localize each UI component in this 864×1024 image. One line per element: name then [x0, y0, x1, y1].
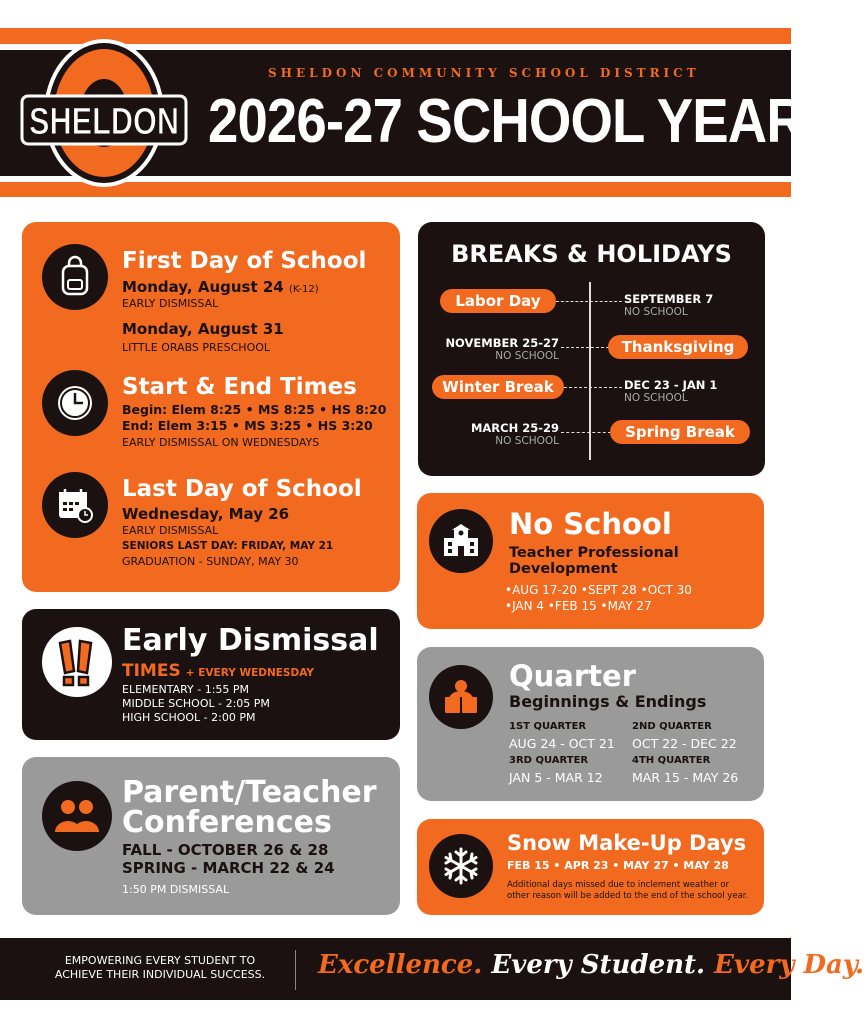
times-note: EARLY DISMISSAL ON WEDNESDAYS: [122, 436, 320, 449]
spring-break-label: Spring Break: [610, 420, 750, 444]
reader-icon: [429, 665, 493, 729]
school-building-icon: [429, 509, 493, 573]
conferences-card: [22, 757, 400, 915]
labor-day-date: SEPTEMBER 7: [624, 292, 714, 306]
preschool-first-day-date: Monday, August 31: [122, 320, 284, 338]
begin-times: Begin: Elem 8:25 • MS 8:25 • HS 8:20: [122, 402, 387, 417]
middle-school-dismissal: MIDDLE SCHOOL - 2:05 PM: [122, 697, 270, 710]
clock-icon: [42, 370, 108, 436]
svg-text:SHELDON: SHELDON: [29, 101, 179, 143]
last-day-title: Last Day of School: [122, 476, 362, 502]
footer-divider: [295, 950, 296, 990]
elementary-dismissal: ELEMENTARY - 1:55 PM: [122, 683, 250, 696]
district-name: SHELDON COMMUNITY SCHOOL DISTRICT: [268, 66, 700, 80]
spring-break-date: MARCH 25-29: [470, 421, 559, 435]
q2-dates: OCT 22 - DEC 22: [632, 736, 737, 751]
q1-dates: AUG 24 - OCT 21: [509, 736, 615, 751]
no-school-card: [417, 493, 764, 629]
sheldon-logo: [20, 34, 188, 192]
breaks-title: BREAKS & HOLIDAYS: [451, 240, 732, 268]
backpack-icon: [42, 244, 108, 310]
spring-break-sub: NO SCHOOL: [495, 435, 559, 447]
early-dismissal-title: Early Dismissal: [122, 623, 379, 658]
first-day-sub: EARLY DISMISSAL: [122, 297, 219, 310]
last-day-date: Wednesday, May 26: [122, 505, 290, 523]
spring-conferences: SPRING - MARCH 22 & 24: [122, 859, 335, 877]
fall-conferences: FALL - OCTOBER 26 & 28: [122, 841, 329, 859]
preschool-first-day-sub: LITTLE ORABS PRESCHOOL: [122, 341, 271, 354]
no-school-subtitle-2: Development: [509, 561, 618, 577]
conferences-title-2: Conferences: [122, 805, 332, 840]
exclamation-icon: [42, 627, 112, 697]
times-title: Start & End Times: [122, 374, 357, 400]
quarter-subtitle: Beginnings & Endings: [509, 692, 707, 711]
snow-title: Snow Make-Up Days: [507, 831, 747, 855]
winter-break-date: DEC 23 - JAN 1: [624, 378, 718, 392]
page-title: 2026-27 SCHOOL YEAR: [208, 87, 805, 156]
thanksgiving-date: NOVEMBER 25-27: [445, 336, 559, 350]
q4-dates: MAR 15 - MAY 26: [632, 770, 739, 785]
q3-label: 3RD QUARTER: [509, 755, 589, 766]
labor-day-label: Labor Day: [440, 289, 556, 313]
graduation-date: GRADUATION - SUNDAY, MAY 30: [122, 555, 299, 568]
first-day-title: First Day of School: [122, 248, 367, 274]
snow-note-1: Additional days missed due to inclement weather or: [507, 880, 730, 890]
winter-break-connector: [564, 387, 622, 388]
spring-break-connector: [561, 432, 611, 433]
quarter-card: [417, 647, 764, 801]
mission-statement: EMPOWERING EVERY STUDENT TO ACHIEVE THEIR INDIVIDUAL SUCCESS.: [54, 954, 266, 981]
q2-label: 2ND QUARTER: [632, 721, 712, 732]
thanksgiving-sub: NO SCHOOL: [495, 350, 559, 362]
snowflake-icon: [429, 834, 493, 898]
last-day-sub: EARLY DISMISSAL: [122, 524, 219, 537]
no-school-dates-1: •AUG 17-20 •SEPT 28 •OCT 30: [505, 583, 692, 597]
conferences-title-1: Parent/Teacher: [122, 775, 377, 810]
key-dates-card: [22, 222, 400, 592]
conferences-dismissal: 1:50 PM DISMISSAL: [122, 883, 230, 896]
breaks-holidays-card: [418, 222, 765, 476]
q1-label: 1ST QUARTER: [509, 721, 587, 732]
snow-make-up-card: [417, 819, 764, 915]
first-day-date: Monday, August 24 (K-12): [122, 278, 319, 296]
snow-note-2: other reason will be added to the end of the school year.: [507, 891, 749, 901]
q4-label: 4TH QUARTER: [632, 755, 711, 766]
calendar-icon: [42, 472, 108, 538]
early-dismissal-times-label: TIMES + EVERY WEDNESDAY: [122, 661, 314, 681]
winter-break-sub: NO SCHOOL: [624, 392, 688, 404]
quarter-title: Quarter: [509, 659, 637, 693]
no-school-subtitle-1: Teacher Professional: [509, 545, 679, 561]
no-school-dates-2: •JAN 4 •FEB 15 •MAY 27: [505, 599, 652, 613]
seniors-last-day: SENIORS LAST DAY: FRIDAY, MAY 21: [122, 540, 334, 552]
slogan: Excellence. Every Student. Every Day.: [318, 950, 864, 980]
labor-day-connector: [556, 301, 622, 302]
timeline-line: [589, 282, 591, 460]
no-school-title: No School: [509, 507, 672, 541]
high-school-dismissal: HIGH SCHOOL - 2:00 PM: [122, 711, 256, 724]
thanksgiving-connector: [561, 347, 609, 348]
early-dismissal-card: [22, 609, 400, 740]
q3-dates: JAN 5 - MAR 12: [509, 770, 603, 785]
people-icon: [42, 781, 112, 851]
thanksgiving-label: Thanksgiving: [608, 335, 748, 359]
winter-break-label: Winter Break: [432, 375, 564, 399]
snow-dates: FEB 15 • APR 23 • MAY 27 • MAY 28: [507, 859, 729, 872]
labor-day-sub: NO SCHOOL: [624, 306, 688, 318]
end-times: End: Elem 3:15 • MS 3:25 • HS 3:20: [122, 418, 373, 433]
